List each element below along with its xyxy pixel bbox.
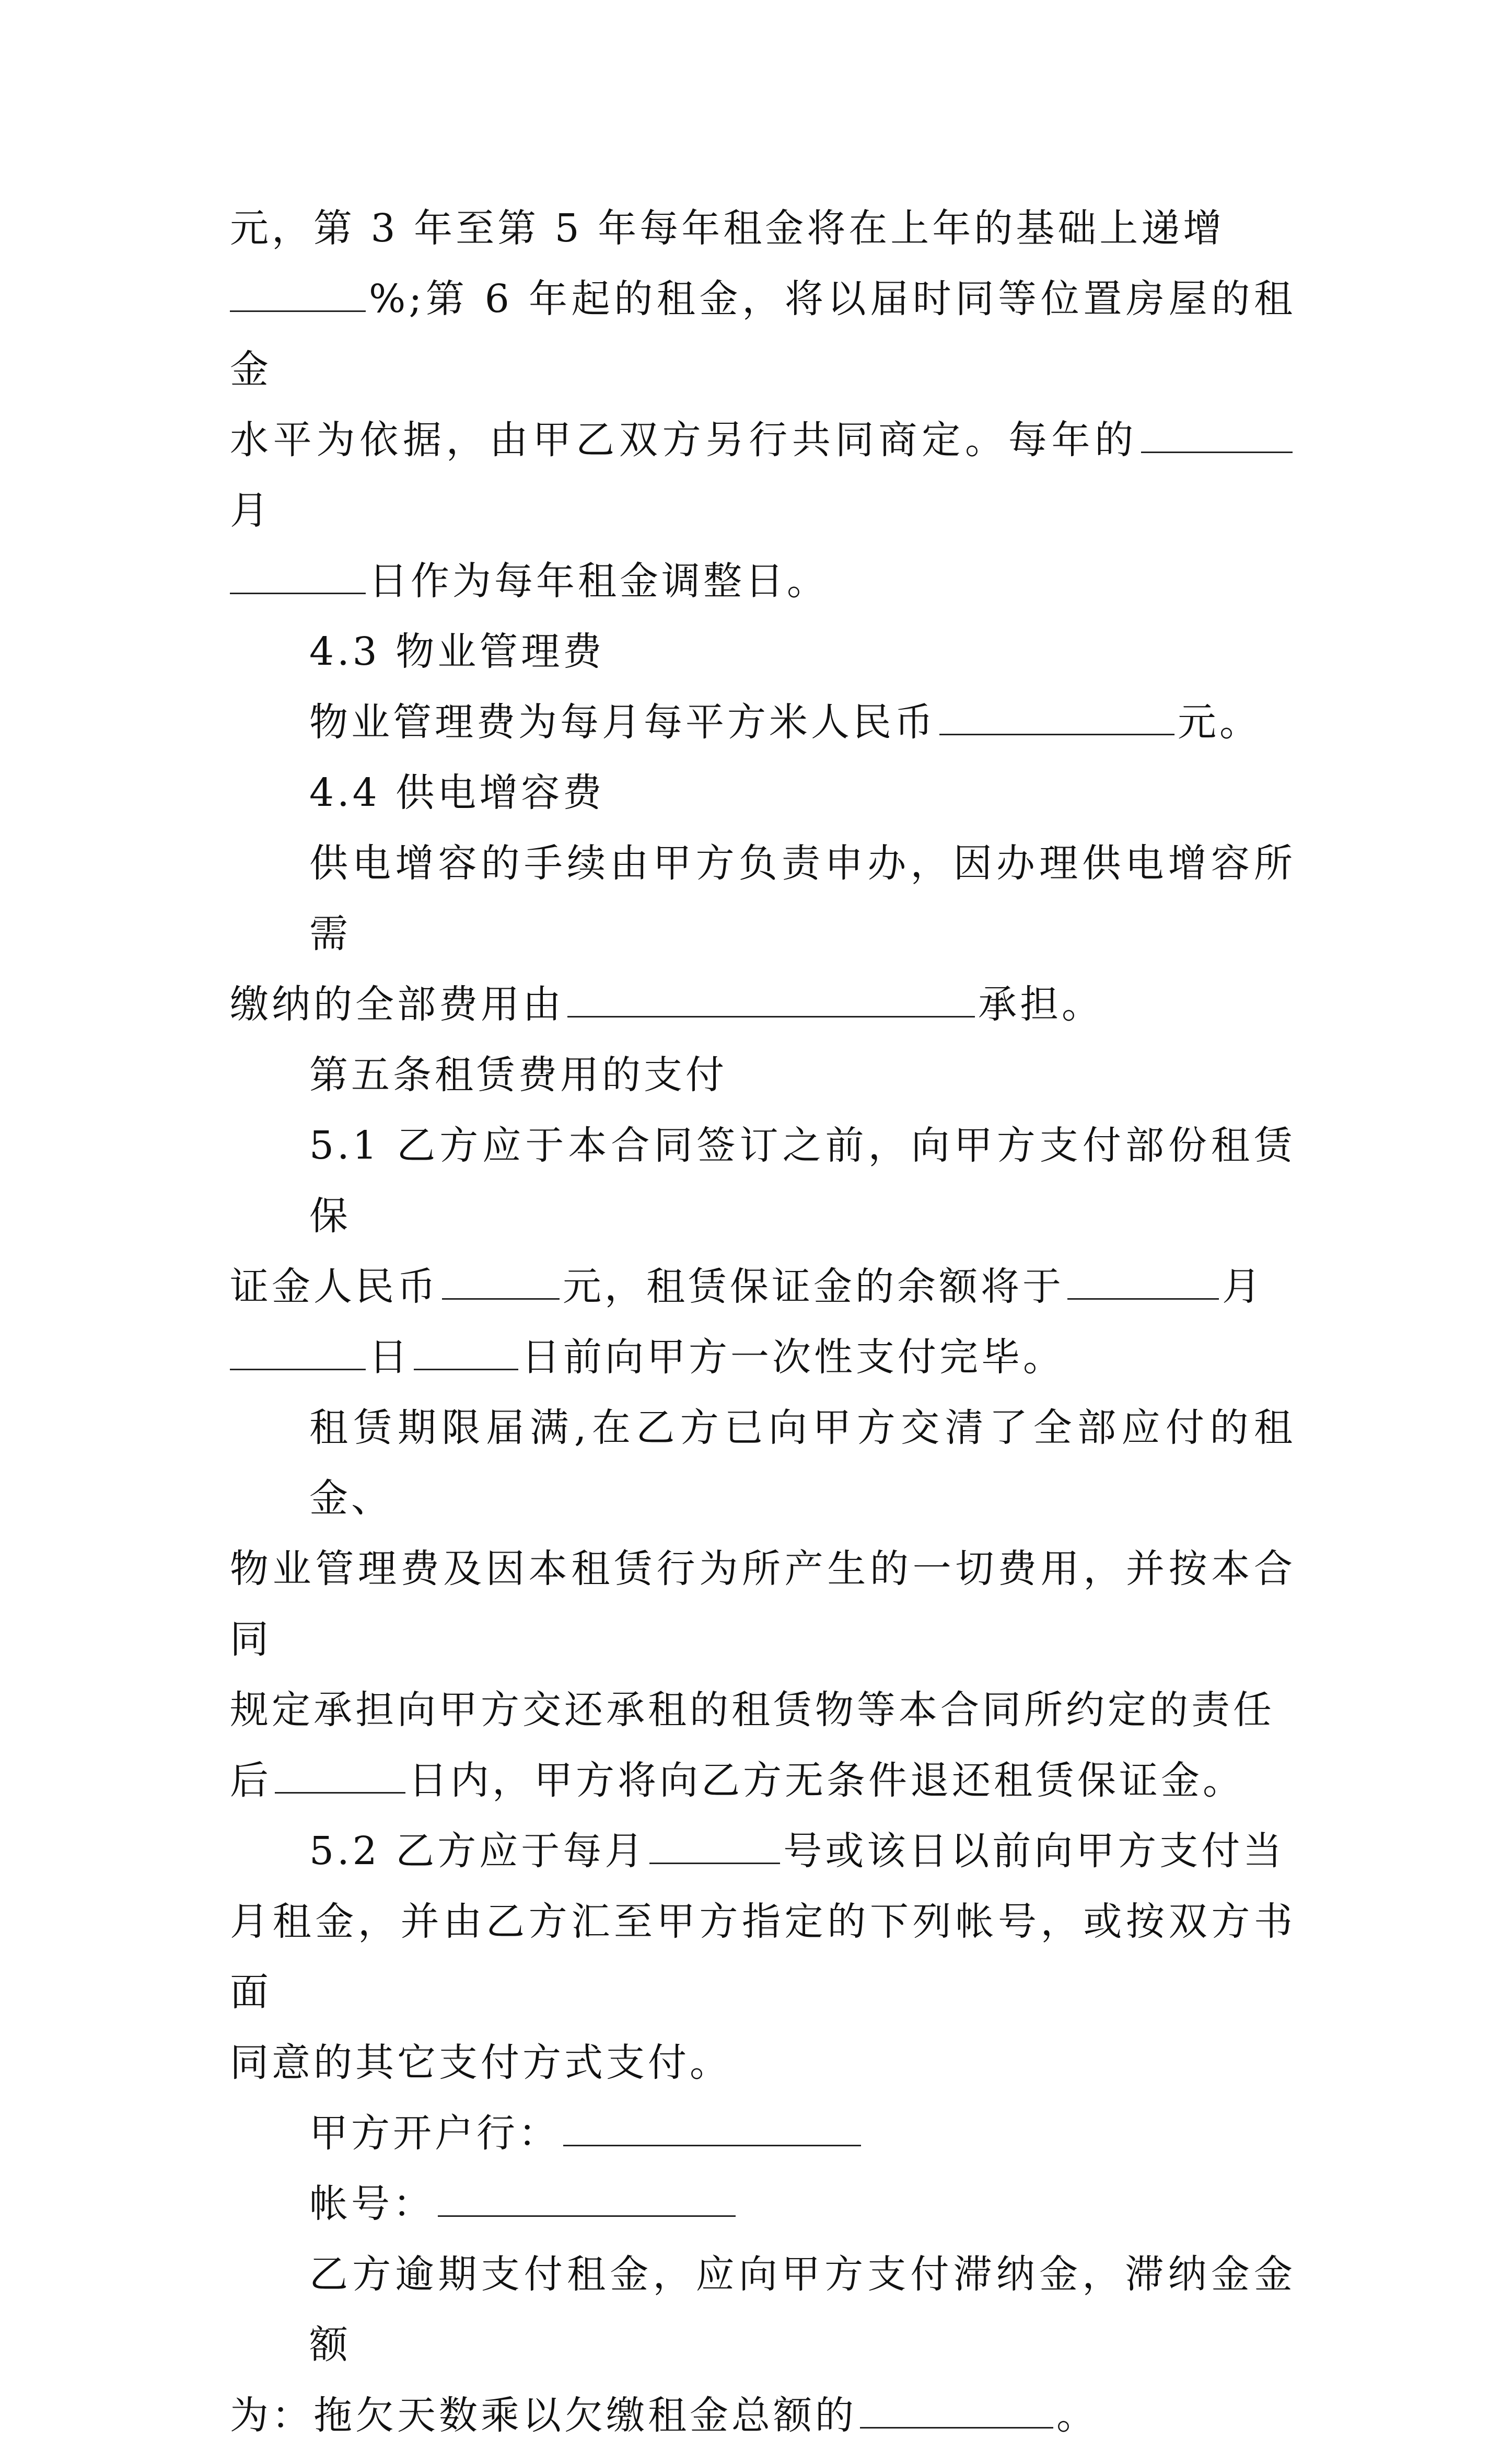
fill-blank[interactable]	[1067, 1266, 1219, 1300]
text-line: 证金人民币	[230, 1264, 439, 1309]
heading-4-4: 4.4 供电增容费	[309, 770, 605, 815]
heading-4-3: 4.3 物业管理费	[309, 629, 605, 674]
paragraph-late-fee	[230, 2239, 1296, 2451]
account-field[interactable]	[438, 2183, 736, 2217]
text-line: 月租金，并由乙方汇至甲方指定的下列帐号，或按双方书面	[230, 1899, 1296, 2015]
text-line: 水平为依据，由甲乙双方另行共同商定。每年的	[230, 418, 1138, 463]
text-line: 。	[1056, 2393, 1098, 2438]
text-line: 元，租赁保证金的余额将于	[563, 1264, 1064, 1309]
bank-field[interactable]	[563, 2112, 861, 2146]
text-line: 租赁期限届满,在乙方已向甲方交清了全部应付的租金、	[309, 1405, 1296, 1521]
text-line: 后	[230, 1758, 272, 1803]
heading-article-5: 第五条租赁费用的支付	[309, 1053, 727, 1097]
fill-blank[interactable]	[860, 2395, 1053, 2429]
text-line: 5.1 乙方应于本合同签订之前，向甲方支付部份租赁保	[309, 1123, 1296, 1239]
text-line: 规定承担向甲方交还承租的租赁物等本合同所约定的责任	[230, 1687, 1275, 1732]
fill-blank[interactable]	[1141, 419, 1293, 453]
account-label: 帐号：	[309, 2181, 435, 2226]
fill-blank[interactable]	[649, 1830, 780, 1864]
fill-blank[interactable]	[567, 984, 975, 1018]
fill-blank[interactable]	[442, 1266, 560, 1300]
paragraph-5-2	[230, 1816, 1296, 2098]
text-line: 5.2 乙方应于每月	[309, 1829, 647, 1874]
text-line: 月	[230, 488, 272, 533]
text-line: 同意的其它支付方式支付。	[230, 2040, 731, 2085]
fill-blank[interactable]	[230, 278, 366, 312]
fill-blank[interactable]	[230, 560, 366, 594]
paragraph-rent-increase	[230, 193, 1296, 617]
text-line: 供电增容的手续由甲方负责申办，因办理供电增容所需	[309, 841, 1296, 956]
text-line: 缴纳的全部费用由	[230, 982, 564, 1027]
fill-blank[interactable]	[275, 1760, 405, 1794]
bank-label: 甲方开户行：	[309, 2111, 560, 2156]
text-line: 物业管理费及因本租赁行为所产生的一切费用，并按本合同	[230, 1546, 1296, 1662]
text-line: 日内，甲方将向乙方无条件退还租赁保证金。	[409, 1758, 1245, 1803]
fill-blank[interactable]	[414, 1336, 518, 1370]
paragraph-5-1	[230, 1111, 1296, 1393]
text-line: 元，第 3 年至第 5 年每年租金将在上年的基础上递增	[230, 206, 1225, 251]
bank-line	[230, 2098, 1296, 2169]
paragraph-property-fee	[230, 687, 1296, 758]
account-line	[230, 2169, 1296, 2239]
text-line: 日	[369, 1335, 411, 1380]
text-line: 号或该日以前向甲方支付当	[783, 1829, 1285, 1874]
paragraph-deposit-return	[230, 1393, 1296, 1816]
fill-blank[interactable]	[230, 1336, 366, 1370]
text-line: 乙方逾期支付租金，应向甲方支付滞纳金，滞纳金金额	[309, 2252, 1296, 2367]
fill-blank[interactable]	[939, 701, 1174, 735]
text-line: %;第 6 年起的租金，将以届时同等位置房屋的租金	[230, 276, 1296, 392]
document-page	[230, 193, 1296, 2451]
text-line: 物业管理费为每月每平方米人民币	[309, 700, 936, 745]
text-line: 承担。	[978, 982, 1103, 1027]
text-line: 月	[1222, 1264, 1264, 1309]
text-line: 为：拖欠天数乘以欠缴租金总额的	[230, 2393, 857, 2438]
text-line: 元。	[1178, 700, 1261, 745]
paragraph-power-capacity	[230, 828, 1296, 1040]
text-line: 日作为每年租金调整日。	[369, 559, 829, 604]
text-line: 日前向甲方一次性支付完毕。	[521, 1335, 1065, 1380]
